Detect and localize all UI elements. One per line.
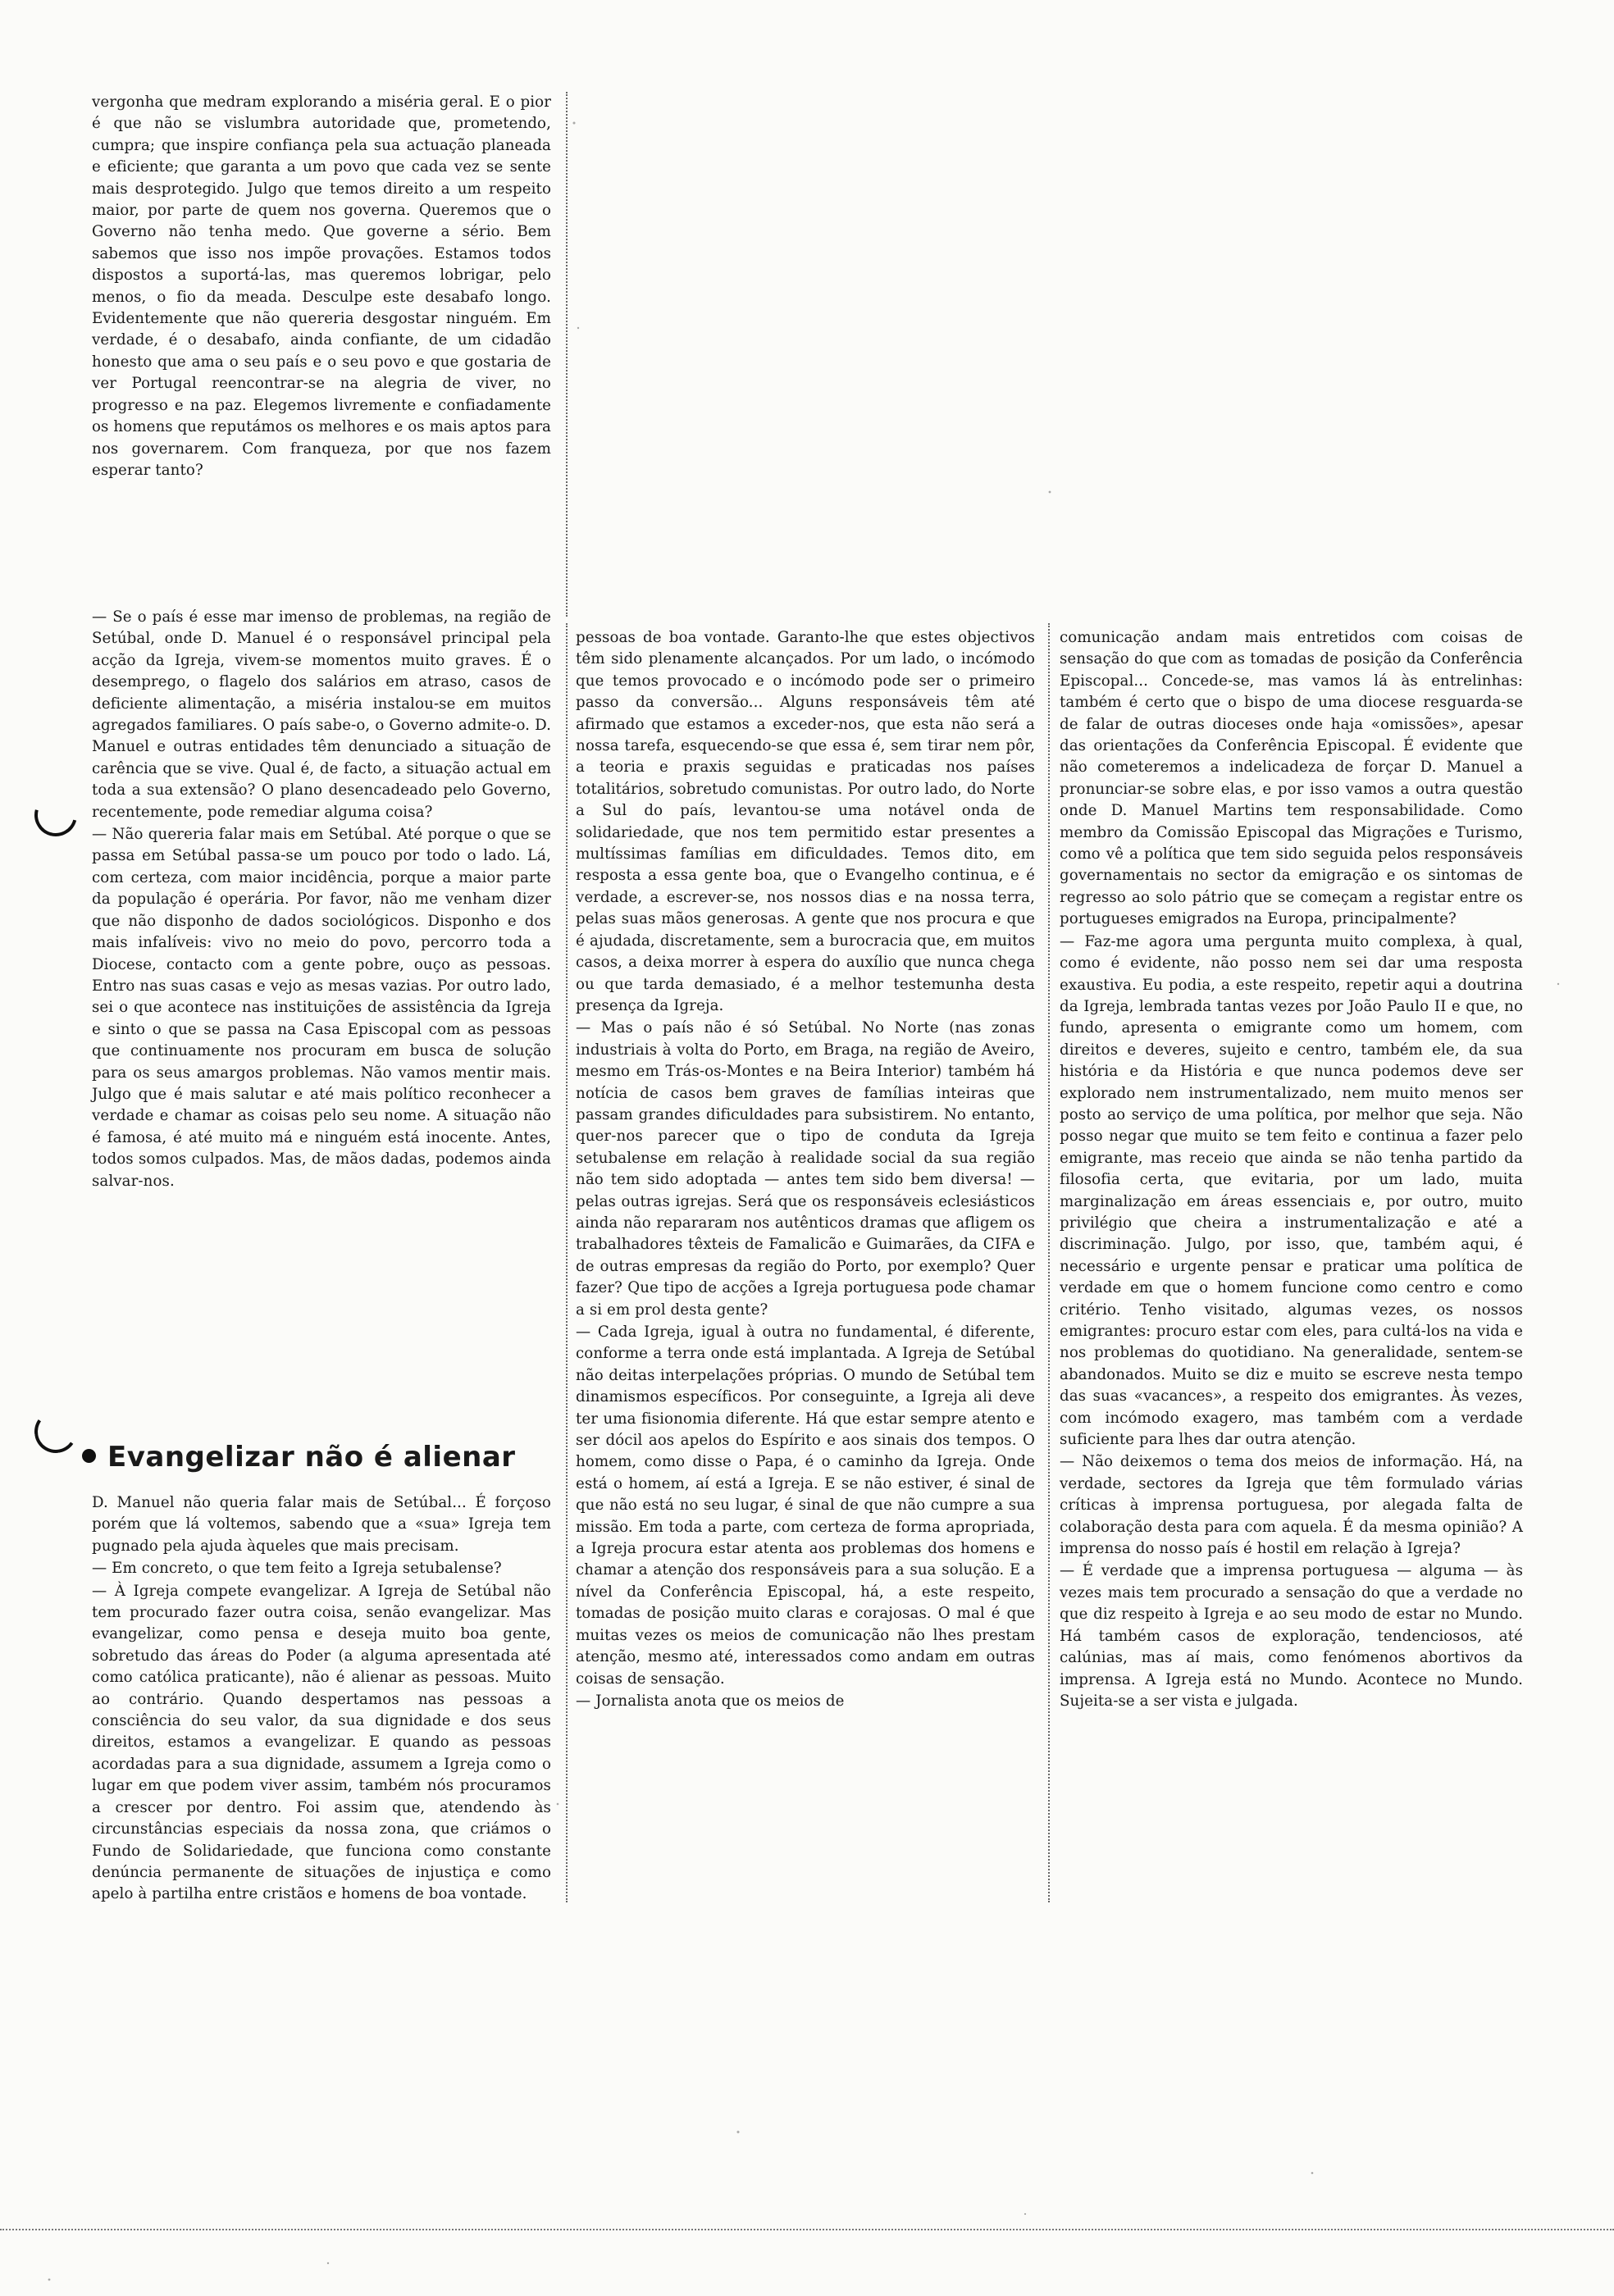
binding-hole-mark — [31, 1407, 80, 1456]
column-1-bottom — [92, 1492, 551, 1906]
paragraph: comunicação andam mais entretidos com coisas de sensação do que com as tomadas de posição da Conferência Episcopal... Concede-se, mas vamos lá às entrelinhas: também é certo que o bispo de uma diocese resguarda-se de falar de outras dioceses onde haja «omissões», apesar das orientações da Conferência Episcopal. É evidente que não cometeremos a indelicadeza de forçar D. Manuel a pronunciar-se sobre elas, e por isso vamos a outra questão onde D. Manuel Martins tem responsabilidade. Como membro da Comissão Episcopal das Migrações e Turismo, como vê a política que tem sido seguida pelos responsáveis governamentais no sector da emigração e os sintomas de regresso ao solo pátrio que se começam a registar entre os portugueses emigrados na Europa, principalmente? — [1060, 629, 1523, 928]
paragraph: vergonha que medram explorando a miséria geral. E o pior é que não se vislumbra autoridade que, prometendo, cumpra; que inspire confiança pela sua actuação planeada e eficiente; que garanta a um povo que cada vez se sente mais desprotegido. Julgo que temos direito a um respeito maior, por parte de quem nos governa. Queremos que o Governo não tenha medo. Que governe a sério. Bem sabemos que isso nos impõe provações. Estamos todos dispostos a suportá-las, mas queremos lobrigar, pelo menos, o fio da meada. Desculpe este desabafo longo. Evidentemente que não quereria desgostar ninguém. Em verdade, é o desabafo, ainda confiante, de um cidadão honesto que ama o seu país e o seu povo e que gostaria de ver Portugal reencontrar-se na alegria de viver, no progresso e na paz. Elegemos livremente e confiadamente os homens que reputámos os melhores e os mais aptos para nos governarem. Com franqueza, por que nos fazem esperar tanto? — [92, 93, 551, 479]
column-3 — [1060, 627, 1523, 1712]
paragraph: D. Manuel não queria falar mais de Setúbal... É forçoso porém que lá voltemos, sabendo que a «sua» Igreja tem pugnado pela ajuda àqueles que mais precisam. — [92, 1494, 551, 1555]
section-heading — [82, 1439, 558, 1475]
column-2 — [576, 627, 1035, 1712]
paragraph: — Faz-me agora uma pergunta muito complexa, à qual, como é evidente, não posso nem sei dar uma resposta exaustiva. Eu podia, a este respeito, repetir aqui a doutrina da Igreja, lembrada tantas vezes por João Paulo II e que, no fundo, apresenta o emigrante como um homem, com direitos e deveres, sujeito e centro, também ele, da sua história e da História e que nunca podemos deve ser explorado nem instrumentalizado, nem muito menos ser posto ao serviço de uma política, por melhor que seja. Não posso negar que muito se tem feito e continua a fazer pelo emigrante, mas receio que ainda se não tenha partido da filosofia certa, que evitaria, por um lado, muita marginalização em áreas essenciais e, por outro, muito privilégio que cheira a instrumentalização e até a discriminação. Julgo, por isso, que, também aqui, é necessário e urgente pensar e praticar uma política de verdade em que o homem funcione como centro e como critério. Tenho visitado, algumas vezes, os nossos emigrantes: procuro estar com eles, para cultá-los na vida e nos problemas do quotidiano. Na generalidade, sentem-se abandonados. Muito se diz e muito se escreve nesta tempo das suas «vacances», a respeito dos emigrantes. Às vezes, com incómodo exagero, mas também com a verdade suficiente para lhes dar outra atenção. — [1060, 932, 1523, 1449]
paragraph: — É verdade que a imprensa portuguesa — alguma — às vezes mais tem procurado a sensação do que a verdade no que diz respeito à Igreja e ao seu modo de estar no Mundo. Há também casos de exploração, tendenciosos, até calúnias, mas aí mais, como fenómenos abortivos da imprensa. A Igreja está no Mundo. Acontece no Mundo. Sujeita-se a ser vista e julgada. — [1060, 1562, 1523, 1710]
paragraph: — Cada Igreja, igual à outra no fundamental, é diferente, conforme a terra onde está implantada. A Igreja de Setúbal não deitas interpelações próprias. O mundo de Setúbal tem dinamismos específicos. Por conseguinte, a Igreja ali deve ter uma fisionomia diferente. Há que estar sempre atento e ser dócil aos apelos do Espírito e aos sinais dos tempos. O homem, como disse o Papa, é o caminho da Igreja. Onde está o homem, aí está a Igreja. E se não estiver, é sinal de que não está no seu lugar, é sinal de que não cumpre a sua missão. Em toda a parte, com certeza de forma apropriada, a Igreja procura estar atenta aos problemas dos homens e chamar a atenção dos responsáveis para a sua solução. E a nível da Conferência Episcopal, há, a este respeito, tomadas de posição muito claras e corajosas. O mal é que muitas vezes os meios de comunicação não lhes prestam atenção, mesmo até, interessados como andam em outras coisas de sensação. — [576, 1323, 1035, 1688]
paragraph: — Mas o país não é só Setúbal. No Norte (nas zonas industriais à volta do Porto, em Braga, na região de Aveiro, mesmo em Trás-os-Montes e na Beira Interior) também há notícia de casos bem graves de famílias inteiras que passam grandes dificuldades para subsistirem. No entanto, quer-nos parecer que o tipo de conduta da Igreja setubalense em relação à realidade social da sua região não tem sido adoptada — antes tem sido bem diversa! — pelas outras igrejas. Será que os responsáveis eclesiásticos ainda não repararam nos autênticos dramas que afligem os trabalhadores têxteis de Famalicão e Guimarães, da CIFA e de outras empresas da região do Porto, por exemplo? Quer fazer? Que tipo de acções a Igreja portuguesa pode chamar a si em prol desta gente? — [576, 1019, 1035, 1319]
paragraph: — À Igreja compete evangelizar. A Igreja de Setúbal não tem procurado fazer outra coisa, senão evangelizar. Mas evangelizar, como pensa e deseja muito boa gente, sobretudo das áreas do Poder (a alguma apresentada até como católica praticante), não é alienar as pessoas. Muito ao contrário. Quando despertamos nas pessoas a consciência do seu valor, da sua dignidade e dos seus direitos, estamos a evangelizar. E quando as pessoas acordadas para a sua dignidade, assumem a Igreja como o lugar em que podem viver assim, também nós procuramos a crescer por dentro. Foi assim que, atendendo às circunstâncias especiais da nossa zona, que criámos o Fundo de Solidariedade, que funciona como constante denúncia permanente de situações de injustiça e como apelo à partilha entre cristãos e homens de boa vontade. — [92, 1582, 551, 1903]
column-1-top — [92, 92, 551, 481]
column-1-middle — [92, 607, 551, 1192]
column-rule — [566, 623, 568, 1902]
paragraph: pessoas de boa vontade. Garanto-lhe que estes objectivos têm sido plenamente alcançados. Por um lado, o incómodo que temos provocado e o incómodo pode ser o primeiro passo da conversão... Alguns responsáveis têm até afirmado que estamos a exceder-nos, que esta não será a nossa tarefa, esquecendo-se que essa é, sem tirar nem pôr, a teoria e praxis seguidas e praticadas nos países totalitários, sobretudo comunistas. Por outro lado, do Norte a Sul do país, levantou-se uma notável onda de solidariedade, que nos tem permitido estar presentes a multíssimas famílias em dificuldades. Temos dito, em resposta a essa gente boa, que o Evangelho continua, e é verdade, a escrever-se, nos nossos dias e na nossa terra, pelas suas mãos generosas. A gente que nos procura e que é ajudada, discretamente, sem a burocracia que, em muitos casos, a deixa morrer à espera do auxílio que nunca chega ou que tarda demasiado, é a melhor testemunha desta presença da Igreja. — [576, 629, 1035, 1014]
section-heading-text: Evangelizar não é alienar — [107, 1441, 516, 1474]
binding-hole-mark — [26, 786, 84, 844]
column-rule — [1048, 623, 1050, 1902]
paragraph: — Não deixemos o tema dos meios de informação. Há, na verdade, sectores da Igreja que têm formulado várias críticas à imprensa portuguesa, por alegada falta de colaboração desta para com aquela. É da mesma opinião? A imprensa do nosso país é hostil em relação à Igreja? — [1060, 1453, 1523, 1558]
paragraph: — Se o país é esse mar imenso de problemas, na região de Setúbal, onde D. Manuel é o responsável principal pela acção da Igreja, vivem-se momentos muito graves. É o desemprego, o flagelo dos salários em atraso, casos de deficiente alimentação, a miséria instalou-se em muitos agregados familiares. O país sabe-o, o Governo admite-o. D. Manuel e outras entidades têm denunciado a situação de carência que se vive. Qual é, de facto, a situação actual em toda a sua extensão? O plano desencadeado pelo Governo, recentemente, pode remediar alguma coisa? — [92, 608, 551, 821]
paragraph: — Não quereria falar mais em Setúbal. Até porque o que se passa em Setúbal passa-se um pouco por todo o lado. Lá, com certeza, com maior incidência, porque a maior parte da população é operária. Por favor, não me venham dizer que não disponho de dados sociológicos. Disponho e dos mais infalíveis: vivo no meio do povo, percorro toda a Diocese, contacto com a gente pobre, ouço as pessoas. Entro nas suas casas e vejo as mesas vazias. Por outro lado, sei o que acontece nas instituições de assistência da Igreja e sinto o que se passa na Casa Episcopal com as pessoas que continuamente nos procuram em busca de solução para os seus amargos problemas. Não vamos mentir mais. Julgo que é mais salutar e até mais político reconhecer a verdade e chamar as coisas pelo seu nome. A situação não é famosa, é até muito má e ninguém está inocente. Antes, todos somos culpados. Mas, de mãos dadas, podemos ainda salvar-nos. — [92, 826, 551, 1190]
paragraph: — Em concreto, o que tem feito a Igreja setubalense? — [92, 1560, 502, 1578]
page-bottom-rule — [0, 2229, 1614, 2230]
paragraph: — Jornalista anota que os meios de — [576, 1692, 845, 1710]
bullet-icon — [82, 1449, 96, 1463]
column-rule — [566, 92, 568, 617]
